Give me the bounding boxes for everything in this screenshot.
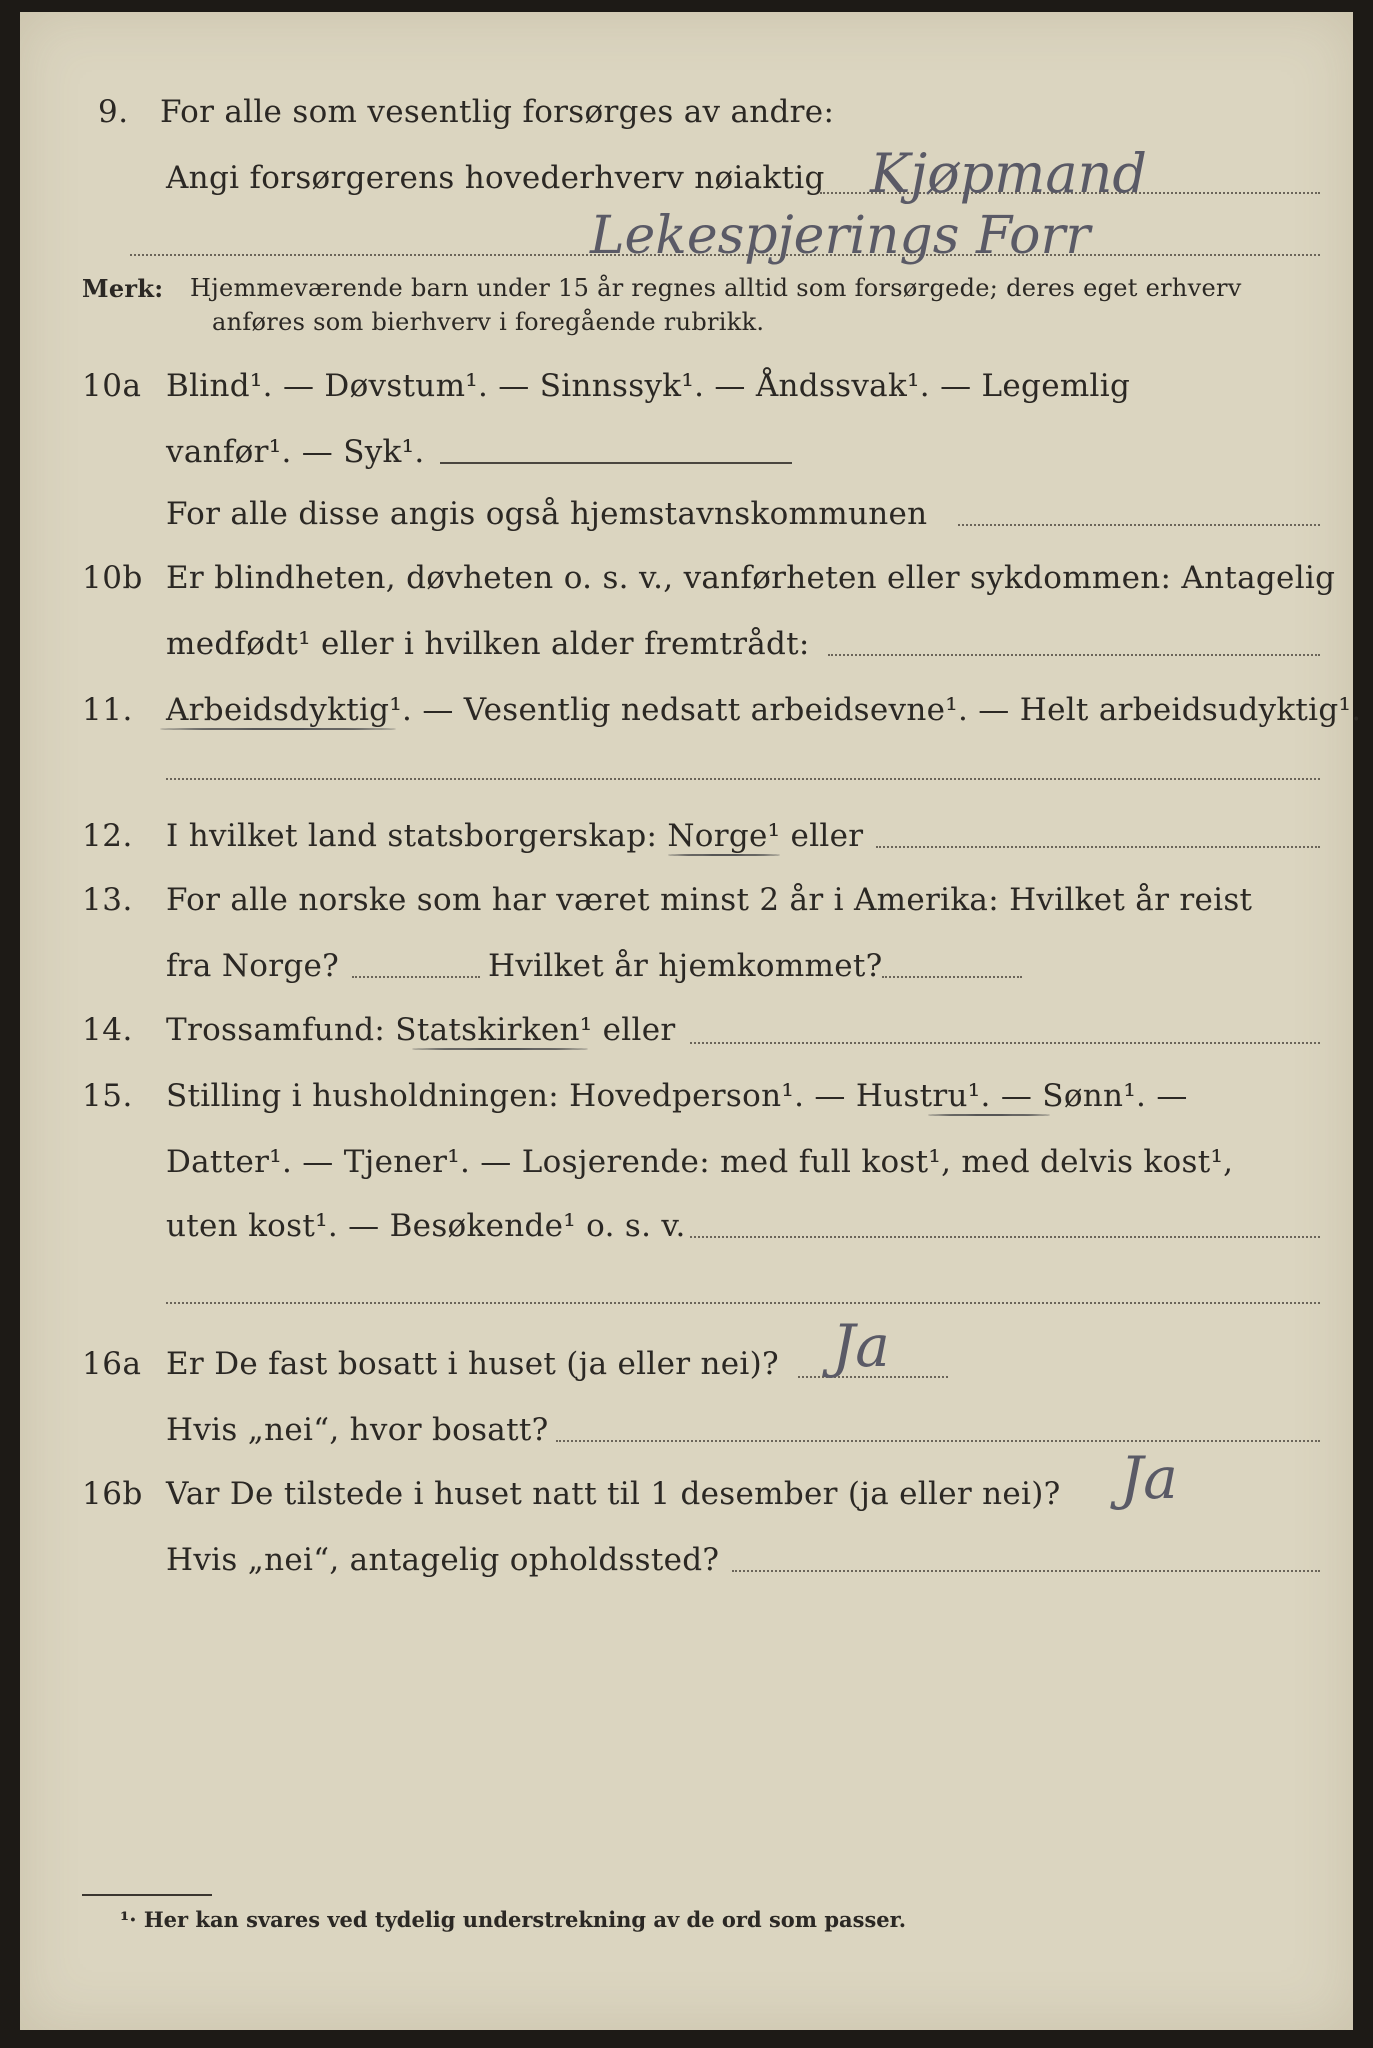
q16a-number: 16a	[82, 1346, 142, 1382]
q15-underline-hustru	[928, 1114, 1050, 1116]
q13-reist-answer-line	[352, 976, 480, 978]
q11-line1: Arbeidsdyktig¹. — Vesentlig nedsatt arbeidsevne¹. — Helt arbeidsudyktig¹.	[166, 692, 1362, 728]
q16a-line2: Hvis „nei“, hvor bosatt?	[166, 1412, 549, 1448]
q12-underline-norge	[668, 854, 780, 856]
q12-number: 12.	[82, 818, 133, 854]
q12-answer-line	[876, 846, 1320, 848]
q16b-number: 16b	[82, 1476, 143, 1512]
footnote: ¹· Her kan svares ved tydelig understrekning av de ord som passer.	[120, 1907, 907, 1932]
q16b-opholdssted-answer-line	[732, 1570, 1320, 1572]
merk-label: Merk:	[82, 274, 164, 303]
q9-question-line1: For alle som vesentlig forsørges av andre:	[160, 94, 835, 130]
q9-handwritten-answer1: Kjøpmand	[870, 142, 1147, 205]
q15-line2: Datter¹. — Tjener¹. — Losjerende: med full kost¹, med delvis kost¹,	[166, 1144, 1234, 1180]
merk-line2: anføres som bierhverv i foregående rubrikk.	[212, 308, 765, 336]
q15-line1: Stilling i husholdningen: Hovedperson¹. — Hustru¹. — Sønn¹. —	[166, 1078, 1188, 1114]
q11-underline-arbeidsdyktig	[160, 728, 396, 730]
q14-line1: Trossamfund: Statskirken¹ eller	[166, 1012, 676, 1048]
q10b-answer-line	[828, 654, 1320, 656]
q10a-hjemstavn-answer-line	[958, 524, 1320, 526]
q14-answer-line	[690, 1042, 1320, 1044]
q9-question-line2: Angi forsørgerens hovederhverv nøiaktig	[166, 160, 825, 196]
census-form-page	[20, 12, 1362, 2030]
q10a-syk-answer-line	[440, 462, 792, 464]
q10a-line3: For alle disse angis også hjemstavnskommunen	[166, 496, 928, 532]
q16b-line1: Var De tilstede i huset natt til 1 desember (ja eller nei)?	[166, 1476, 1061, 1512]
q10b-number: 10b	[82, 560, 143, 596]
q10a-line2: vanfør¹. — Syk¹.	[166, 434, 425, 470]
q16a-bosatt-answer-line	[556, 1440, 1320, 1442]
merk-line1: Hjemmeværende barn under 15 år regnes alltid som forsørgede; deres eget erhverv	[190, 274, 1242, 302]
q11-number: 11.	[82, 692, 133, 728]
q14-number: 14.	[82, 1012, 133, 1048]
q13-line2b: Hvilket år hjemkommet?	[488, 948, 883, 984]
q11-answer-line	[166, 778, 1320, 780]
q10a-number: 10a	[82, 368, 142, 404]
q14-underline-statskirken	[412, 1048, 588, 1050]
q12-line1: I hvilket land statsborgerskap: Norge¹ eller	[166, 818, 864, 854]
q10b-line2: medfødt¹ eller i hvilken alder fremtrådt:	[166, 626, 810, 662]
q13-hjemkommet-answer-line	[882, 976, 1022, 978]
q15-answer-line2	[166, 1302, 1320, 1304]
q15-number: 15.	[82, 1078, 133, 1114]
q16a-line1: Er De fast bosatt i huset (ja eller nei)?	[166, 1346, 779, 1382]
q16a-handwritten-answer: Ja	[832, 1312, 890, 1380]
q15-line3: uten kost¹. — Besøkende¹ o. s. v.	[166, 1208, 686, 1244]
q16b-handwritten-answer: Ja	[1120, 1444, 1178, 1512]
q10b-line1: Er blindheten, døvheten o. s. v., vanførheten eller sykdommen: Antagelig	[166, 560, 1336, 596]
q13-line1: For alle norske som har været minst 2 år i Amerika: Hvilket år reist	[166, 882, 1253, 918]
q9-number: 9.	[98, 94, 129, 130]
q15-answer-line1	[690, 1236, 1320, 1238]
q13-number: 13.	[82, 882, 133, 918]
q9-handwritten-answer2: Lekespjerings Forr	[590, 206, 1091, 266]
q13-line2a: fra Norge?	[166, 948, 340, 984]
q10a-line1: Blind¹. — Døvstum¹. — Sinnssyk¹. — Åndssvak¹. — Legemlig	[166, 368, 1131, 404]
q16b-line2: Hvis „nei“, antagelig opholdssted?	[166, 1542, 720, 1578]
footnote-rule	[82, 1894, 212, 1896]
